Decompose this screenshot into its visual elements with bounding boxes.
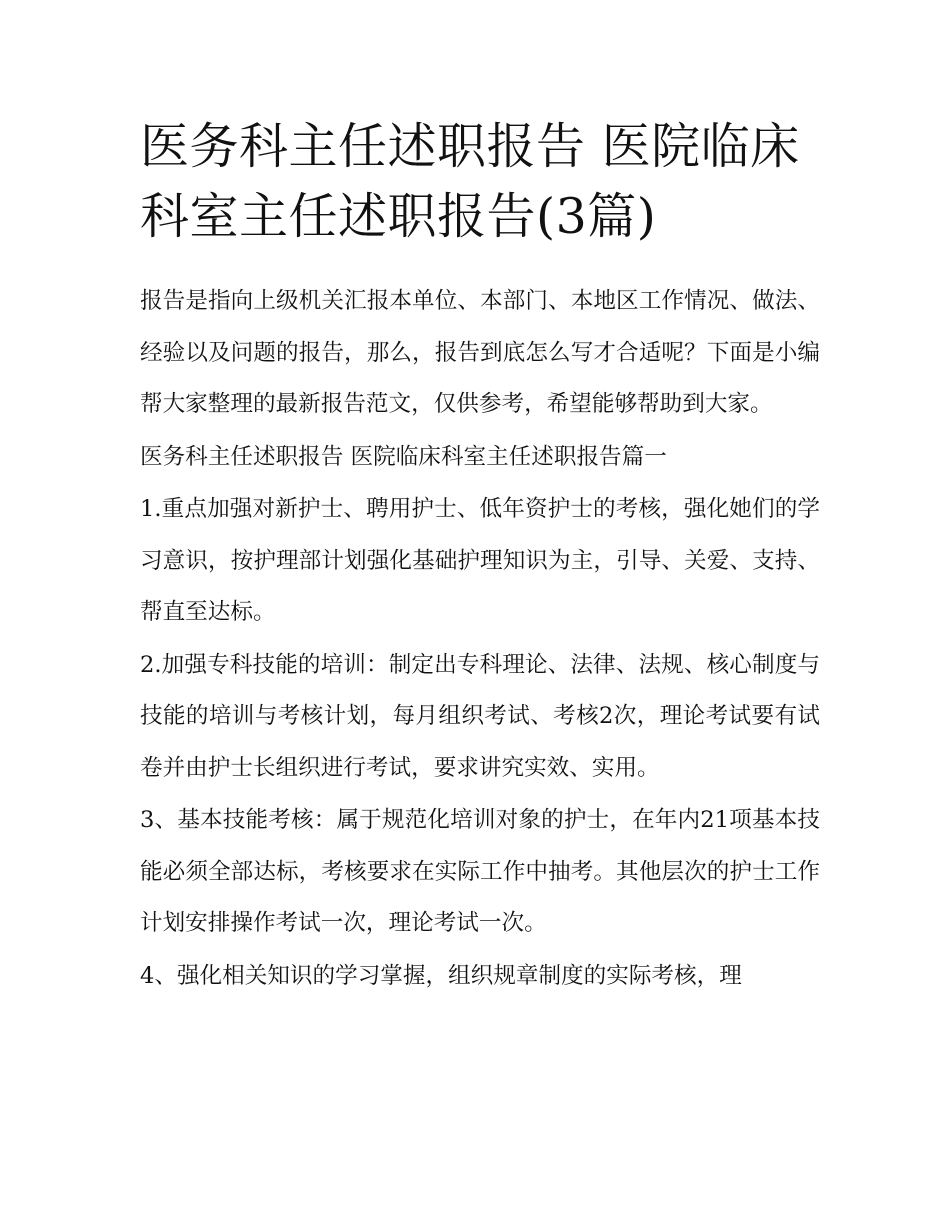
list-item: 2.加强专科技能的培训：制定出专科理论、法律、法规、核心制度与技能的培训与考核计划，每月组织考试、考核2次，理论考试要有试卷并由护士长组织进行考试，要求讲究实效、实用。	[140, 651, 820, 781]
document-title: 医务科主任述职报告 医院临床科室主任述职报告(3篇)	[140, 118, 800, 245]
list-item: 3、基本技能考核：属于规范化培训对象的护士，在年内21项基本技能必须全部达标，考核要求在实际工作中抽考。其他层次的护士工作计划安排操作考试一次，理论考试一次。	[140, 807, 820, 936]
list-item: 4、强化相关知识的学习掌握，组织规章制度的实际考核，理	[140, 962, 742, 989]
section-heading: 医务科主任述职报告 医院临床科室主任述职报告篇一	[140, 443, 667, 470]
document-page	[140, 112, 820, 1003]
document-body	[140, 276, 820, 1002]
intro-paragraph: 报告是指向上级机关汇报本单位、本部门、本地区工作情况、做法、经验以及问题的报告，那么，报告到底怎么写才合适呢？下面是小编帮大家整理的最新报告范文，仅供参考，希望能够帮助到大家。	[140, 288, 820, 417]
list-item: 1.重点加强对新护士、聘用护士、低年资护士的考核，强化她们的学习意识，按护理部计划强化基础护理知识为主，引导、关爱、支持、帮直至达标。	[140, 496, 820, 625]
